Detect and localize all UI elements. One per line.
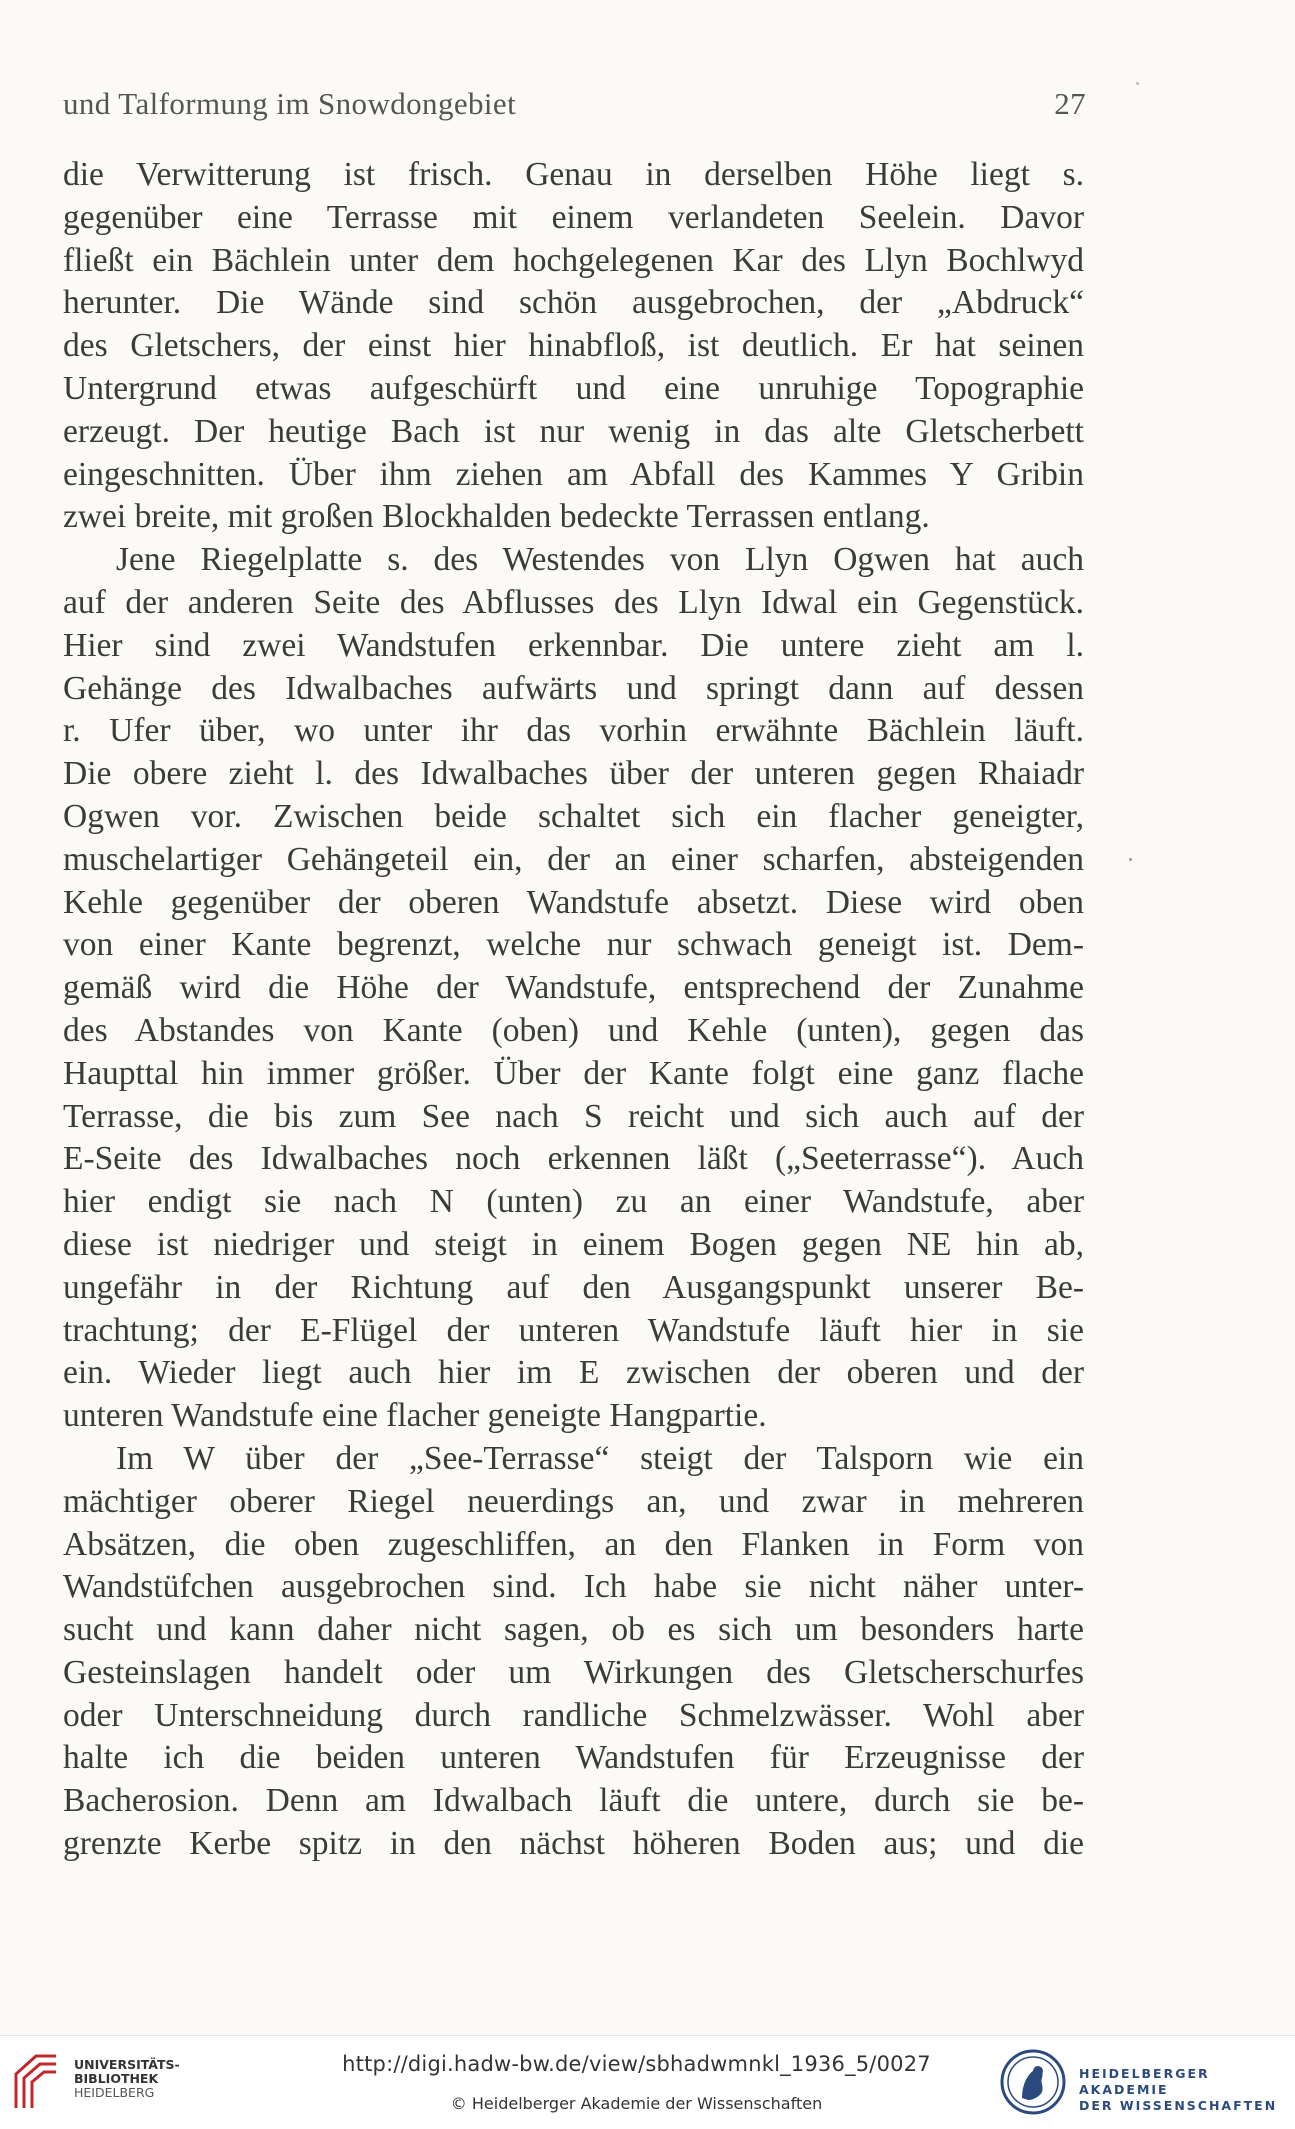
text-line: unteren Wandstufe eine flacher geneigte Hangpartie.: [63, 1397, 767, 1435]
text-line: oder Unterschneidung durch randliche Schmelzwässer. Wohl aber: [63, 1696, 1084, 1734]
text-line: E-Seite des Idwalbaches noch erkennen läßt („Seeterrasse“). Auch: [63, 1140, 1084, 1178]
text-line: eingeschnitten. Über ihm ziehen am Abfall des Kammes Y Gribin: [63, 455, 1084, 493]
academy-seal-icon: [998, 2046, 1068, 2118]
text-line: ein. Wieder liegt auch hier im E zwischen der oberen und der: [63, 1354, 1084, 1392]
text-line: gemäß wird die Höhe der Wandstufe, entsprechend der Zunahme: [63, 969, 1084, 1007]
scan-speck: [1129, 858, 1132, 861]
text-line: Haupttal hin immer größer. Über der Kante folgt eine ganz flache: [63, 1054, 1084, 1092]
text-line: herunter. Die Wände sind schön ausgebrochen, der „Abdruck“: [63, 284, 1084, 322]
text-line: Absätzen, die oben zugeschliffen, an den Flanken in Form von: [63, 1525, 1084, 1563]
text-line: Jene Riegelplatte s. des Westendes von Llyn Ogwen hat auch: [116, 541, 1084, 579]
text-line: Kehle gegenüber der oberen Wandstufe absetzt. Diese wird oben: [63, 883, 1084, 921]
hadw-line-2: DER WISSENSCHAFTEN: [1079, 2098, 1278, 2113]
hadw-line-1: HEIDELBERGER AKADEMIE: [1079, 2066, 1210, 2097]
text-line: Im W über der „See-Terrasse“ steigt der Talsporn wie ein: [116, 1439, 1084, 1477]
text-line: Gehänge des Idwalbaches aufwärts und springt dann auf dessen: [63, 669, 1084, 707]
text-line: auf der anderen Seite des Abflusses des Llyn Idwal ein Gegenstück.: [63, 583, 1084, 621]
text-line: grenzte Kerbe spitz in den nächst höheren Boden aus; und die: [63, 1825, 1084, 1863]
text-line: hier endigt sie nach N (unten) zu an einer Wandstufe, aber: [63, 1183, 1084, 1221]
text-line: Die obere zieht l. des Idwalbaches über der unteren gegen Rhaiadr: [63, 755, 1084, 793]
academy-name: [1079, 2066, 1295, 2114]
text-line: Terrasse, die bis zum See nach S reicht und sich auch auf der: [63, 1097, 1084, 1135]
text-line: des Abstandes von Kante (oben) und Kehle (unten), gegen das: [63, 1011, 1084, 1049]
text-line: Gesteinslagen handelt oder um Wirkungen des Gletscherschurfes: [63, 1653, 1084, 1691]
text-line: von einer Kante begrenzt, welche nur schwach geneigt ist. Dem-: [63, 926, 1084, 964]
text-line: sucht und kann daher nicht sagen, ob es sich um besonders harte: [63, 1611, 1084, 1649]
ub-line-3: HEIDELBERG: [74, 2085, 155, 2100]
ub-line-1: UNIVERSITÄTS-: [74, 2057, 180, 2072]
text-line: mächtiger oberer Riegel neuerdings an, und zwar in mehreren: [63, 1482, 1084, 1520]
viewer-footer: [0, 2035, 1295, 2129]
text-line: muschelartiger Gehängeteil ein, der an einer scharfen, absteigenden: [63, 840, 1084, 878]
running-title: und Talformung im Snowdongebiet: [63, 86, 517, 121]
scan-speck: [1136, 82, 1139, 85]
text-line: trachtung; der E-Flügel der unteren Wandstufe läuft hier in sie: [63, 1311, 1084, 1349]
copyright-text: © Heidelberger Akademie der Wissenschaften: [450, 2094, 823, 2113]
text-line: die Verwitterung ist frisch. Genau in derselben Höhe liegt s.: [63, 156, 1084, 193]
page-number: 27: [1054, 86, 1086, 121]
body-text: [63, 154, 1084, 1866]
text-line: halte ich die beiden unteren Wandstufen für Erzeugnisse der: [63, 1739, 1084, 1777]
text-line: Wandstüfchen ausgebrochen sind. Ich habe sie nicht näher unter-: [63, 1568, 1084, 1606]
text-line: Untergrund etwas aufgeschürft und eine unruhige Topographie: [63, 369, 1084, 407]
text-line: Bacherosion. Denn am Idwalbach läuft die untere, durch sie be-: [63, 1782, 1084, 1820]
text-line: zwei breite, mit großen Blockhalden bedeckte Terrassen entlang.: [63, 498, 930, 536]
permalink-text[interactable]: http://digi.hadw-bw.de/view/sbhadwmnkl_1936_5/0027: [342, 2052, 931, 2076]
ub-line-2: BIBLIOTHEK: [74, 2071, 159, 2086]
text-line: des Gletschers, der einst hier hinabfloß, ist deutlich. Er hat seinen: [63, 327, 1084, 365]
text-line: fließt ein Bächlein unter dem hochgelegenen Kar des Llyn Bochlwyd: [63, 241, 1084, 279]
text-line: erzeugt. Der heutige Bach ist nur wenig in das alte Gletscherbett: [63, 412, 1084, 450]
text-line: Ogwen vor. Zwischen beide schaltet sich ein flacher geneigter,: [63, 797, 1084, 835]
text-line: gegenüber eine Terrasse mit einem verlandeten Seelein. Davor: [63, 198, 1084, 236]
text-line: diese ist niedriger und steigt in einem Bogen gegen NE hin ab,: [63, 1225, 1084, 1263]
text-line: r. Ufer über, wo unter ihr das vorhin erwähnte Bächlein läuft.: [63, 712, 1084, 750]
text-line: Hier sind zwei Wandstufen erkennbar. Die untere zieht am l.: [63, 626, 1084, 664]
text-line: ungefähr in der Richtung auf den Ausgangspunkt unserer Be-: [63, 1268, 1084, 1306]
